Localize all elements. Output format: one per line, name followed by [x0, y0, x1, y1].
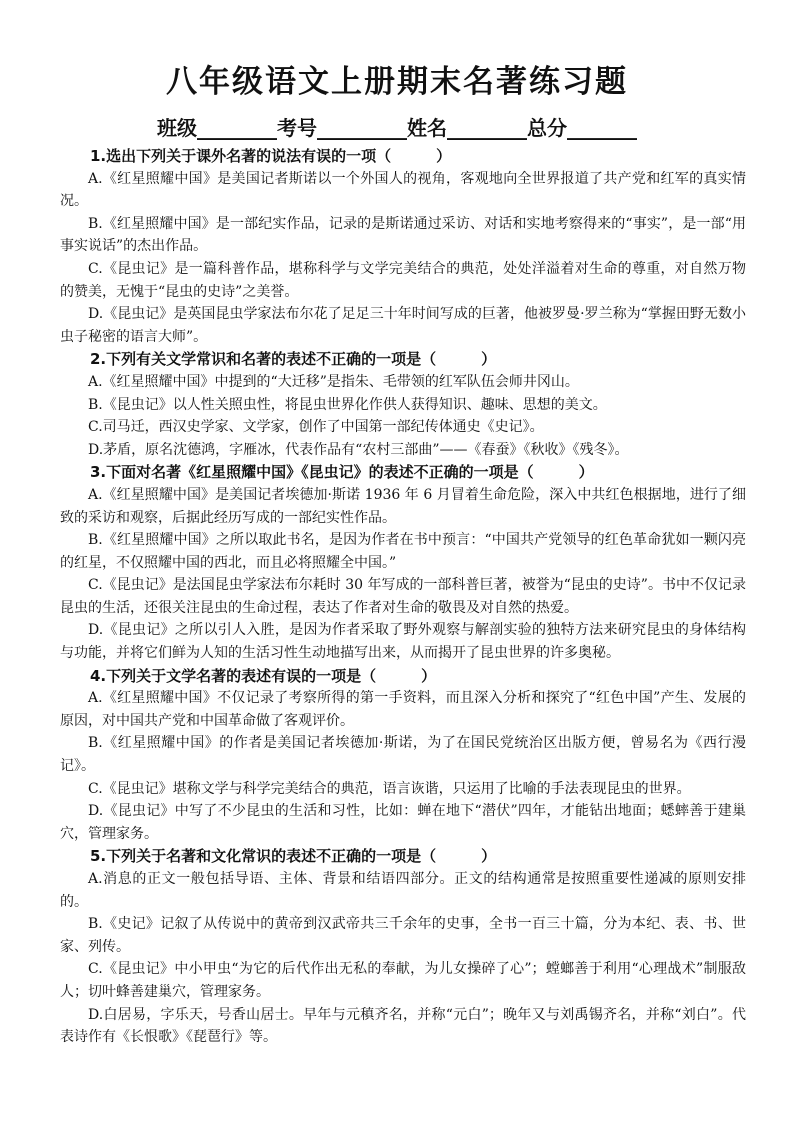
option-b: B.《史记》记叙了从传说中的黄帝到汉武帝共三千余年的史事，全书一百三十篇，分为本纪、表、书、世家、列传。	[60, 916, 746, 955]
page-title: 八年级语文上册期末名著练习题	[166, 64, 628, 100]
question-stem: 3.下面对名著《红星照耀中国》《昆虫记》的表述不正确的一项是（ ）	[90, 463, 594, 482]
option-b: B.《红星照耀中国》之所以取此书名，是因为作者在书中预言：“中国共产党领导的红色革命犹如一颗闪亮的红星，不仅照耀中国的西北，而且必将照耀全中国。”	[60, 532, 746, 571]
option-d: D.《昆虫记》中写了不少昆虫的生活和习性，比如：蝉在地下“潜伏”四年，才能钻出地面；蟋蟀善于建巢穴，管理家务。	[60, 803, 746, 842]
student-info-line: 班级________考号_________姓名________总分_______	[157, 116, 637, 140]
option-d: D.《昆虫记》之所以引人入胜，是因为作者采取了野外观察与解剖实验的独特方法来研究昆虫的身体结构与功能，并将它们鲜为人知的生活习性生动地描写出来，从而揭开了昆虫世界的许多奥秘。	[60, 622, 746, 662]
question-list	[60, 145, 746, 1049]
question-1	[60, 145, 746, 348]
option-b: B.《红星照耀中国》的作者是美国记者埃德加·斯诺，为了在国民党统治区出版方便，曾易名为《西行漫记》。	[60, 735, 746, 775]
question-stem: 1.选出下列关于课外名著的说法有误的一项（ ）	[90, 147, 452, 165]
option-b: B.《红星照耀中国》是一部纪实作品，记录的是斯诺通过采访、对话和实地考察得来的“事实”，是一部“用事实说话”的杰出作品。	[60, 215, 746, 255]
option-a: A.《红星照耀中国》中提到的“大迁移”是指朱、毛带领的红军队伍会师井冈山。	[88, 373, 579, 390]
question-2	[60, 348, 746, 461]
question-3	[60, 461, 746, 664]
question-4	[60, 665, 746, 846]
option-c: C.《昆虫记》是一篇科普作品，堪称科学与文学完美结合的典范，处处洋溢着对生命的尊重，对自然万物的赞美，无愧于“昆虫的史诗”之美誉。	[60, 260, 746, 300]
option-c: C.司马迁，西汉史学家、文学家，创作了中国第一部纪传体通史《史记》。	[88, 419, 544, 436]
option-a: A.《红星照耀中国》不仅记录了考察所得的第一手资料，而且深入分析和探究了“红色中国”产生、发展的原因，对中国共产党和中国革命做了客观评价。	[60, 690, 746, 729]
option-a: A.《红星照耀中国》是美国记者斯诺以一个外国人的视角，客观地向全世界报道了共产党和红军的真实情况。	[60, 170, 746, 210]
option-d: D.茅盾，原名沈德鸿，字雁冰，代表作品有“农村三部曲”——《春蚕》《秋收》《残冬》。	[88, 441, 629, 458]
question-stem: 5.下列关于名著和文化常识的表述不正确的一项是（ ）	[90, 847, 497, 866]
option-a: A.《红星照耀中国》是美国记者埃德加·斯诺 1936 年 6 月冒着生命危险，深入中共红色根据地，进行了细致的采访和观察，后据此经历写成的一部纪实性作品。	[60, 486, 746, 526]
option-c: C.《昆虫记》堪称文学与科学完美结合的典范，语言诙谐，只运用了比喻的手法表现昆虫的世界。	[88, 780, 691, 797]
option-d: D.白居易，字乐天，号香山居士。早年与元稹齐名，并称“元白”；晚年又与刘禹锡齐名，并称“刘白”。代表诗作有《长恨歌》《琵琶行》等。	[60, 1006, 746, 1046]
question-stem: 2.下列有关文学常识和名著的表述不正确的一项是（ ）	[90, 350, 497, 369]
option-a: A.消息的正文一般包括导语、主体、背景和结语四部分。正文的结构通常是按照重要性递减的原则安排的。	[60, 871, 746, 910]
question-5	[60, 845, 746, 1048]
option-b: B.《昆虫记》以人性关照虫性，将昆虫世界化作供人获得知识、趣味、思想的美文。	[88, 396, 607, 413]
option-c: C.《昆虫记》中小甲虫“为它的后代作出无私的奉献，为儿女操碎了心”；螳螂善于利用“心理战术”制服敌人；切叶蜂善建巢穴，管理家务。	[60, 961, 746, 1000]
option-d: D.《昆虫记》是英国昆虫学家法布尔花了足足三十年时间写成的巨著，他被罗曼·罗兰称为“掌握田野无数小虫子秘密的语言大师”。	[60, 306, 746, 345]
option-c: C.《昆虫记》是法国昆虫学家法布尔耗时 30 年写成的一部科普巨著，被誉为“昆虫的史诗”。书中不仅记录昆虫的生活，还很关注昆虫的生命过程，表达了作者对生命的敬畏及对自然的热爱。	[60, 577, 746, 616]
question-stem: 4.下列关于文学名著的表述有误的一项是（ ）	[90, 666, 437, 685]
